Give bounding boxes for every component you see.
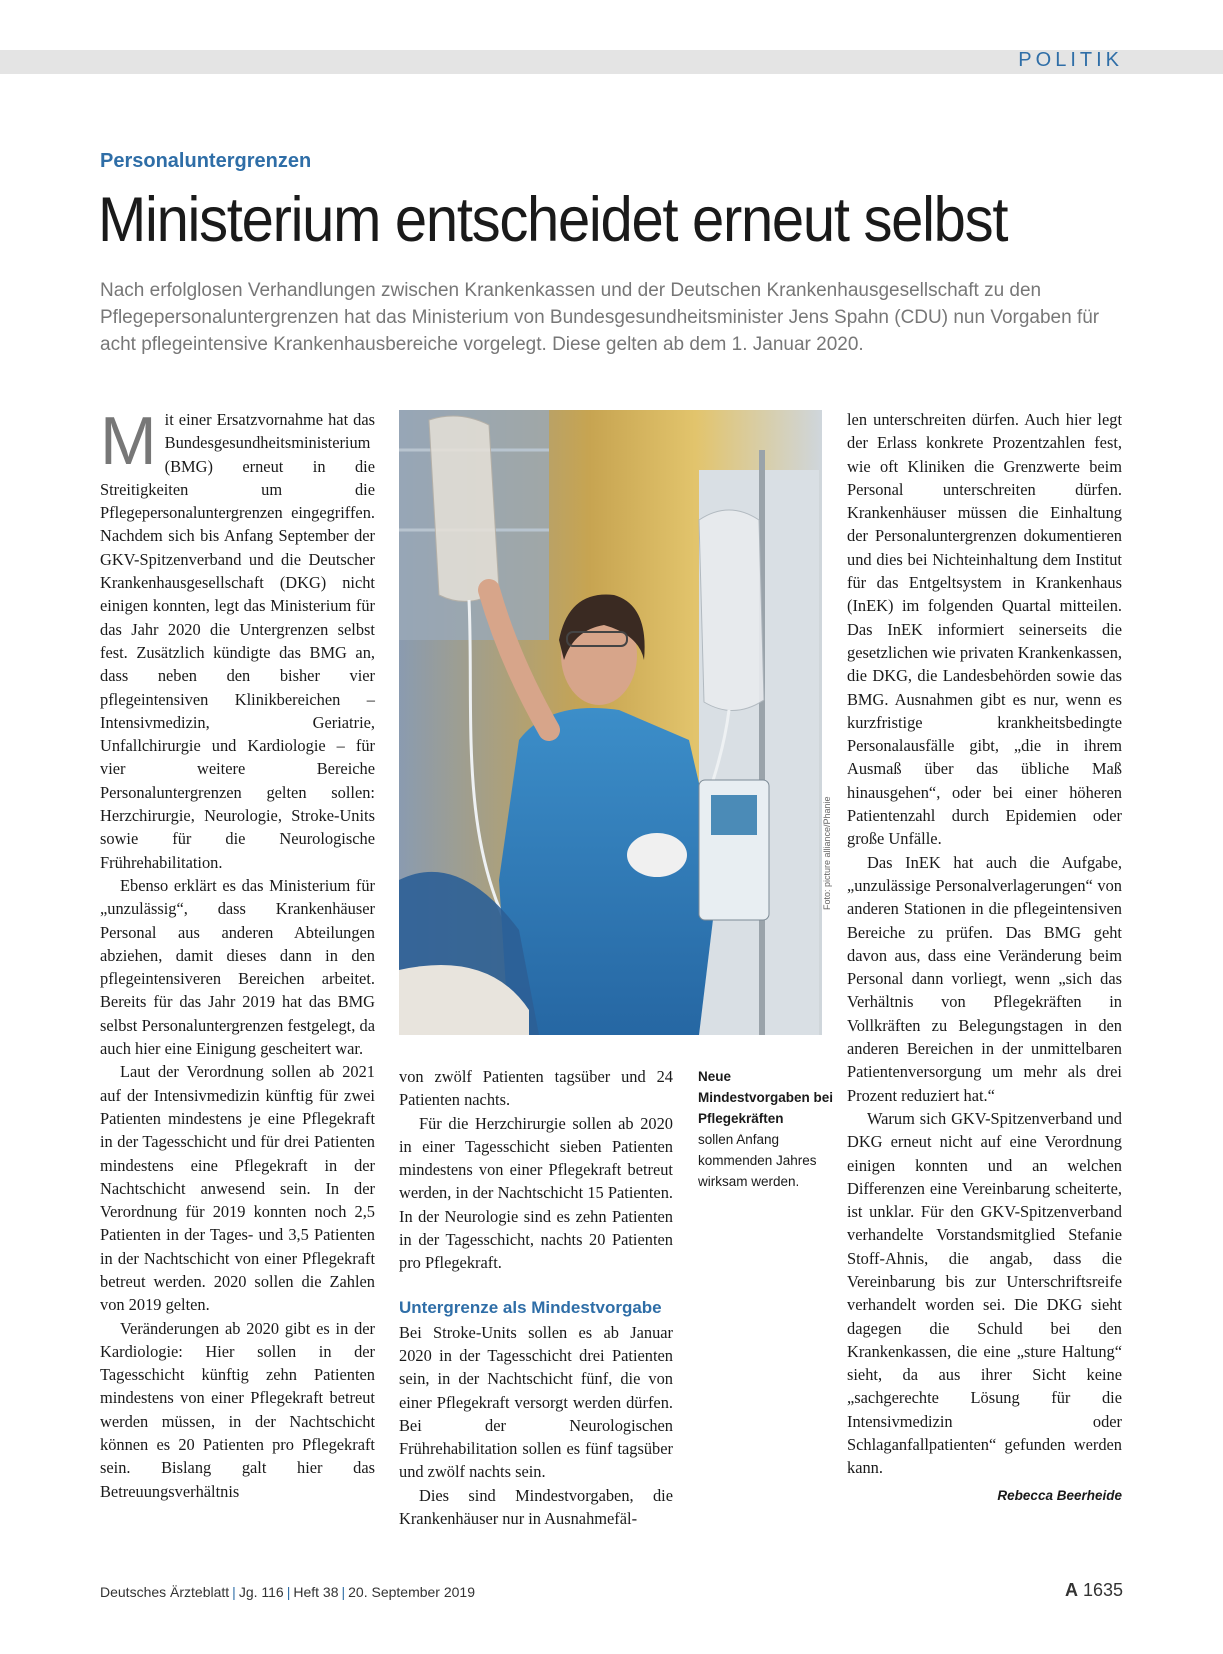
paragraph: [100, 403, 375, 874]
paragraph: Laut der Verordnung sollen ab 2021 auf der Intensivmedizin künftig für zwei Patienten mindestens je eine Pflegekraft in der Tagesschicht und für drei Patienten mindestens eine Pflegekraft in der Nachtschicht anwesend sein. In der Verordnung für 2019 konnten noch 2,5 Patienten in der Tages- und 3,5 Patienten in der Nachtschicht von einer Pflegekraft betreut werden. 2020 sollen die Zahlen von 2019 gelten.: [100, 1062, 375, 1315]
issue-date: 20. September 2019: [348, 1584, 475, 1600]
text-column-3: [847, 408, 1122, 1507]
text-column-2: [399, 1065, 673, 1530]
subheading: Untergrenze als Mindestvorgabe: [399, 1297, 662, 1317]
section-label: POLITIK: [1018, 49, 1123, 71]
volume: Jg. 116: [238, 1584, 284, 1600]
paragraph: Dies sind Mindestvorgaben, die Krankenhäuser nur in Ausnahmefäl-: [399, 1485, 673, 1529]
article-kicker: Personaluntergrenzen: [100, 150, 312, 172]
page-number-value: 1635: [1082, 1580, 1123, 1600]
issue: Heft 38: [293, 1584, 339, 1600]
footer-publication-info: Deutsches Ärzteblatt | Jg. 116 | Heft 38 | 20. September 2019: [100, 1584, 475, 1600]
page-prefix: A: [1064, 1580, 1078, 1600]
paragraph-text: it einer Ersatzvornahme hat das Bundesgesundheitsministerium (BMG) erneut in die Streitigkeiten um die Pflegepersonaluntergrenzen eingegriffen. Nachdem sich bis Anfang September der GKV-Spitzenverband und die Deutscher Krankenhausgesellschaft (DKG) nicht einigen konnten, legt das Ministerium für das Jahr 2020 die Untergrenzen selbst fest. Zusätzlich kündigte das BMG an, dass neben den bisher vier pflegeintensiven Klinikbereichen – Intensivmedizin, Geriatrie, Unfallchirurgie und Kardiologie – für vier weitere Bereiche Personaluntergrenzen gelten sollen: Herzchirurgie, Neurologie, Stroke-Units sowie für die Neurologische Frührehabilitation.: [100, 410, 375, 872]
photo-caption: [698, 1066, 838, 1192]
article-photo: [399, 410, 822, 1035]
nurse-iv-photo: [399, 410, 822, 1035]
paragraph: Ebenso erklärt es das Ministerium für „unzulässig“, dass Krankenhäuser Personal aus anderen Abteilungen abziehen, damit dieses dann in den pflegeintensiveren Bereichen arbeitet. Bereits für das Jahr 2019 hat das BMG selbst Personaluntergrenzen festgelegt, da auch hier eine Einigung gescheitert war.: [100, 875, 375, 1059]
paragraph: Veränderungen ab 2020 gibt es in der Kardiologie: Hier sollen in der Tagesschicht künftig zehn Patienten mindestens von einer Pflegekraft betreut werden müssen, in der Nachtschicht können es 20 Patienten pro Pflegekraft sein. Bislang galt hier das Betreuungsverhältnis: [100, 1318, 375, 1501]
paragraph: Das InEK hat auch die Aufgabe, „unzulässige Personalverlagerungen“ von anderen Stationen in die pflegeintensiven Bereiche zu prüfen. Das BMG geht davon aus, dass eine Veränderung beim Personal dann vorliegt, wenn „sich das Verhältnis von Pflegekräften in Vollkräften zu Belegungstagen in den anderen Bereichen in der unmittelbaren Patientenversorgung um mehr als drei Prozent reduziert hat.“: [847, 852, 1122, 1105]
article-headline: Ministerium entscheidet erneut selbst: [98, 185, 1008, 255]
paragraph: len unterschreiten dürfen. Auch hier legt der Erlass konkrete Prozentzahlen fest, wie oft Kliniken die Grenzwerte beim Personal unterschreiten dürfen. Krankenhäuser müssen die Einhaltung der Personaluntergrenzen dokumentieren und dies bei Nichteinhaltung dem Institut für das Entgeltsystem in Krankenhaus (InEK) im folgenden Quartal mitteilen. Das InEK informiert seinerseits die gesetzlichen wie privaten Krankenkassen, die DKG, die Landesbehörden sowie das BMG. Ausnahmen gibt es nur, wenn es kurzfristige krankheitsbedingte Personalausfälle gibt, „die in ihrem Ausmaß über das übliche Maß hinausgehen“, oder bei einer höheren Patientenzahl durch Epidemien oder große Unfälle.: [847, 410, 1122, 849]
paragraph: von zwölf Patienten tagsüber und 24 Patienten nachts.: [399, 1067, 673, 1110]
paragraph: Für die Herzchirurgie sollen ab 2020 in einer Tagesschicht sieben Patienten mindestens von einer Pflegekraft betreut werden, in der Nachtschicht 15 Patienten. In der Neurologie sind es zehn Patienten in der Tagesschicht, nachts 20 Patienten pro Pflegekraft.: [399, 1113, 673, 1273]
paragraph: Bei Stroke-Units sollen es ab Januar 2020 in der Tagesschicht drei Patienten sein, in der Nachtschicht fünf, die von einer Pflegekraft versorgt werden dürfen. Bei der Neurologischen Frührehabilitation sollen es fünf tagsüber und zwölf nachts sein.: [399, 1322, 673, 1482]
dropcap: M: [100, 403, 157, 479]
caption-text: sollen Anfang kommenden Jahres wirksam werden.: [698, 1132, 817, 1189]
caption-title: Neue Mindestvorgaben bei Pflegekräften: [698, 1069, 834, 1126]
paragraph: Warum sich GKV-Spitzenverband und DKG erneut nicht auf eine Verordnung einigen konnten und an welchen Differenzen eine Vereinbarung scheiterte, ist unklar. Für den GKV-Spitzenverband verhandelte Vorstandsmitglied Stefanie Stoff-Ahnis, die angab, dass die Vereinbarung bis zur Unterschriftsreife verhandelt worden sei. Die DKG sieht dagegen die Schuld bei den Krankenkassen, die eine „sture Haltung“ sieht, da aus ihrer Sicht keine „sachgerechte Lösung für die Intensivmedizin oder Schlaganfallpatienten“ gefunden werden kann.: [847, 1108, 1122, 1478]
publication-name: Deutsches Ärzteblatt: [100, 1584, 230, 1600]
page-number: [1065, 1580, 1123, 1601]
photo-credit: Foto: picture alliance/Phanie: [822, 796, 832, 910]
text-column-1: [100, 403, 375, 1503]
article-lead: Nach erfolglosen Verhandlungen zwischen Krankenkassen und der Deutschen Krankenhausgesellschaft zu den Pflegepersonaluntergrenzen hat das Ministerium von Bundesgesundheitsminister Jens Spahn (CDU) nun Vorgaben für acht pflegeintensive Krankenhausbereiche vorgelegt. Diese gelten ab dem 1. Januar 2020.: [100, 280, 1100, 355]
author-byline: Rebecca Beerheide: [997, 1487, 1122, 1503]
